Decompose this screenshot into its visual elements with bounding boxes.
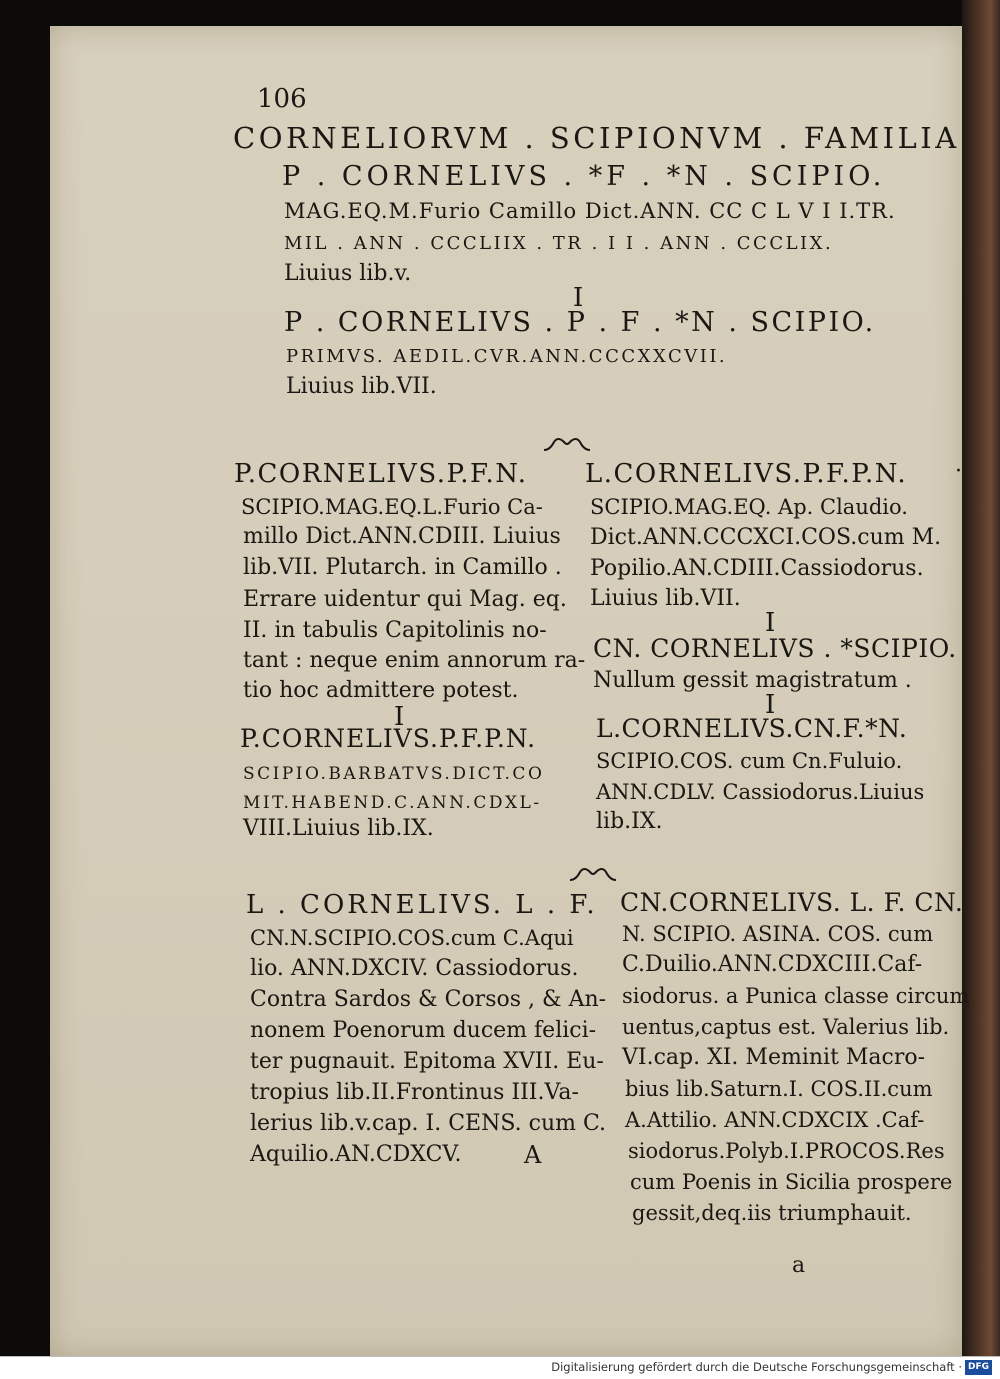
entry-heading: L . CORNELIVS. L . F. bbox=[246, 890, 598, 920]
entry-line: ter pugnauit. Epitoma XVII. Eu- bbox=[250, 1049, 604, 1074]
entry-line: CN.N.SCIPIO.COS.cum C.Aqui bbox=[250, 926, 574, 950]
book-page bbox=[50, 26, 970, 1356]
ink-speck-icon: · bbox=[955, 459, 962, 484]
genealogy-brace-icon bbox=[568, 864, 618, 882]
dfg-logo-icon[interactable]: DFG bbox=[965, 1360, 992, 1375]
entry-line: II. in tabulis Capitolinis no- bbox=[243, 618, 547, 643]
entry-heading: P . CORNELIVS . P . F . *N . SCIPIO. bbox=[284, 307, 876, 338]
entry-line: SCIPIO.BARBATVS.DICT.CO bbox=[243, 764, 545, 784]
entry-line: millo Dict.ANN.CDIII. Liuius bbox=[243, 524, 561, 549]
entry-line: cum Poenis in Sicilia prospere bbox=[630, 1170, 953, 1194]
entry-line: Liuius lib.VII. bbox=[590, 586, 741, 611]
book-binding-edge bbox=[962, 0, 1000, 1356]
running-head: CORNELIORVM . SCIPIONVM . FAMILIA bbox=[233, 121, 960, 155]
entry-line: Nullum gessit magistratum . bbox=[593, 668, 912, 693]
entry-heading: L.CORNELIVS.CN.F.*N. bbox=[596, 714, 908, 743]
entry-heading: P.CORNELIVS.P.F.P.N. bbox=[240, 724, 537, 753]
genealogy-brace-icon bbox=[542, 434, 592, 452]
entry-line: lib.IX. bbox=[596, 809, 663, 834]
footer-credit: Digitalisierung gefördert durch die Deutsche Forschungsgemeinschaft · bbox=[551, 1360, 962, 1374]
entry-line: lib.VII. Plutarch. in Camillo . bbox=[243, 555, 562, 580]
lineage-separator: I bbox=[573, 283, 584, 313]
entry-heading: P.CORNELIVS.P.F.N. bbox=[234, 459, 528, 489]
entry-line: PRIMVS. AEDIL.CVR.ANN.CCCXXCVII. bbox=[286, 346, 728, 367]
entry-line: bius lib.Saturn.I. COS.II.cum bbox=[625, 1077, 933, 1101]
signature-mark: a bbox=[792, 1253, 806, 1278]
lineage-separator: I bbox=[765, 608, 776, 638]
entry-line: Liuius lib.v. bbox=[284, 261, 412, 286]
entry-line: Contra Sardos & Corsos , & An- bbox=[250, 987, 607, 1012]
entry-line: siodorus. a Punica classe circum bbox=[622, 984, 970, 1008]
entry-line: tio hoc admittere potest. bbox=[243, 678, 519, 703]
entry-line: SCIPIO.COS. cum Cn.Fuluio. bbox=[596, 749, 903, 773]
entry-line: lerius lib.v.cap. I. CENS. cum C. bbox=[250, 1111, 607, 1136]
entry-line: nonem Poenorum ducem felici- bbox=[250, 1018, 597, 1043]
entry-line: tant : neque enim annorum ra- bbox=[243, 648, 586, 673]
entry-line: MIT.HABEND.C.ANN.CDXL- bbox=[243, 793, 542, 813]
entry-line: VI.cap. XI. Meminit Macro- bbox=[622, 1045, 926, 1070]
footer-band bbox=[0, 1356, 1000, 1379]
entry-heading: L.CORNELIVS.P.F.P.N. bbox=[585, 459, 908, 489]
entry-line: uentus,captus est. Valerius lib. bbox=[622, 1015, 950, 1039]
entry-line: SCIPIO.MAG.EQ. Ap. Claudio. bbox=[590, 495, 908, 519]
entry-heading: CN. CORNELIVS . *SCIPIO. bbox=[593, 634, 957, 663]
entry-line: MAG.EQ.M.Furio Camillo Dict.ANN. CC C L V I I.TR. bbox=[284, 199, 896, 223]
entry-line: N. SCIPIO. ASINA. COS. cum bbox=[622, 922, 934, 946]
lineage-separator: I bbox=[765, 690, 776, 720]
entry-line: Aquilio.AN.CDXCV. bbox=[250, 1142, 462, 1167]
page-number: 106 bbox=[257, 84, 307, 114]
entry-line: lio. ANN.DXCIV. Cassiodorus. bbox=[250, 956, 579, 981]
entry-line: Liuius lib.VII. bbox=[286, 374, 437, 399]
catchword: A bbox=[524, 1141, 542, 1169]
entry-line: SCIPIO.MAG.EQ.L.Furio Ca- bbox=[241, 495, 543, 519]
entry-line: gessit,deq.iis triumphauit. bbox=[632, 1201, 912, 1225]
entry-line: MIL . ANN . CCCLIIX . TR . I I . ANN . CCCLIX. bbox=[284, 233, 834, 254]
entry-line: Dict.ANN.CCCXCI.COS.cum M. bbox=[590, 525, 942, 550]
entry-line: siodorus.Polyb.I.PROCOS.Res bbox=[628, 1139, 945, 1163]
entry-line: C.Duilio.ANN.CDXCIII.Caf- bbox=[622, 952, 923, 977]
entry-line: Popilio.AN.CDIII.Cassiodorus. bbox=[590, 556, 924, 581]
entry-line: ANN.CDLV. Cassiodorus.Liuius bbox=[596, 780, 925, 804]
entry-line: tropius lib.II.Frontinus III.Va- bbox=[250, 1080, 579, 1105]
lineage-separator: I bbox=[394, 702, 405, 732]
entry-line: Errare uidentur qui Mag. eq. bbox=[243, 587, 567, 612]
entry-line: A.Attilio. ANN.CDXCIX .Caf- bbox=[625, 1108, 925, 1132]
entry-heading: CN.CORNELIVS. L. F. CN. bbox=[620, 888, 964, 917]
entry-line: VIII.Liuius lib.IX. bbox=[243, 816, 434, 841]
entry-heading: P . CORNELIVS . *F . *N . SCIPIO. bbox=[282, 161, 886, 192]
